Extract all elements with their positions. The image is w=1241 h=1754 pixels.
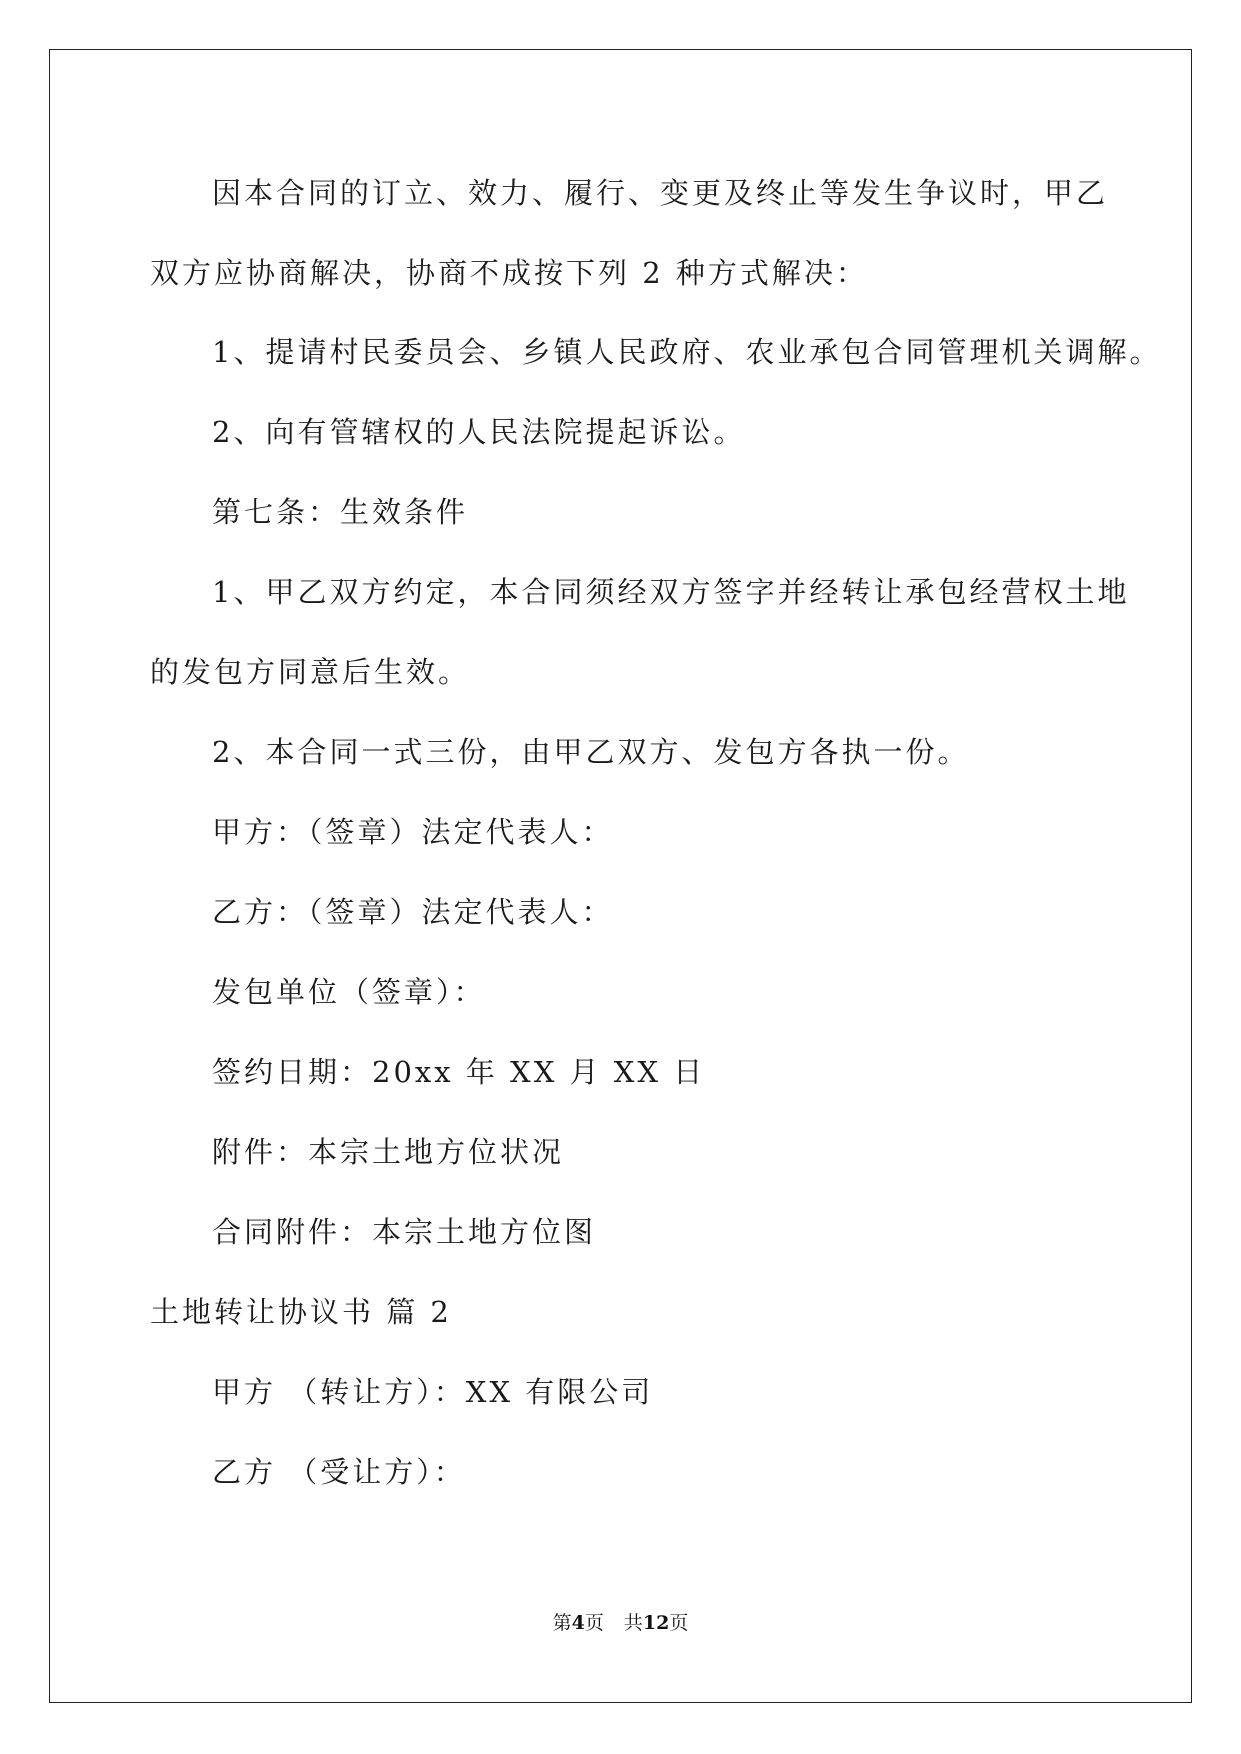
article-seven-heading: 第七条：生效条件 bbox=[212, 495, 469, 529]
footer-total-pages: 12 bbox=[642, 1612, 670, 1634]
paragraph-effect-line1: 1、甲乙双方约定，本合同须经双方签字并经转让承包经营权土地 bbox=[212, 575, 1130, 609]
paragraph-copies: 2、本合同一式三份，由甲乙双方、发包方各执一份。 bbox=[212, 735, 970, 769]
paragraph-effect-line2: 的发包方同意后生效。 bbox=[150, 655, 471, 689]
party-b-signature: 乙方：（签章）法定代表人： bbox=[212, 895, 614, 929]
party-a-signature: 甲方：（签章）法定代表人： bbox=[212, 815, 614, 849]
paragraph-dispute-line1: 因本合同的订立、效力、履行、变更及终止等发生争议时，甲乙 bbox=[212, 176, 1109, 210]
contractor-signature: 发包单位（签章）： bbox=[212, 975, 486, 1009]
section-title: 土地转让协议书 篇 2 bbox=[150, 1295, 452, 1329]
party-a-transferor: 甲方 （转让方）：XX 有限公司 bbox=[212, 1375, 654, 1409]
footer-mid: 页 bbox=[584, 1612, 604, 1634]
footer-suffix: 页 bbox=[669, 1612, 689, 1634]
page-footer bbox=[0, 1608, 1241, 1635]
paragraph-dispute-line2: 双方应协商解决，协商不成按下列 2 种方式解决： bbox=[150, 256, 868, 290]
paragraph-mediation: 1、提请村民委员会、乡镇人民政府、农业承包合同管理机关调解。 bbox=[212, 335, 1162, 369]
footer-prefix: 第 bbox=[552, 1612, 572, 1634]
party-b-transferee: 乙方 （受让方）： bbox=[212, 1455, 466, 1489]
footer-page-number: 4 bbox=[571, 1612, 585, 1634]
paragraph-litigation: 2、向有管辖权的人民法院提起诉讼。 bbox=[212, 415, 746, 449]
signing-date: 签约日期：20xx 年 XX 月 XX 日 bbox=[212, 1055, 706, 1089]
footer-total-prefix: 共 bbox=[623, 1612, 643, 1634]
attachment-map: 合同附件：本宗土地方位图 bbox=[212, 1215, 597, 1249]
attachment-status: 附件：本宗土地方位状况 bbox=[212, 1135, 565, 1169]
